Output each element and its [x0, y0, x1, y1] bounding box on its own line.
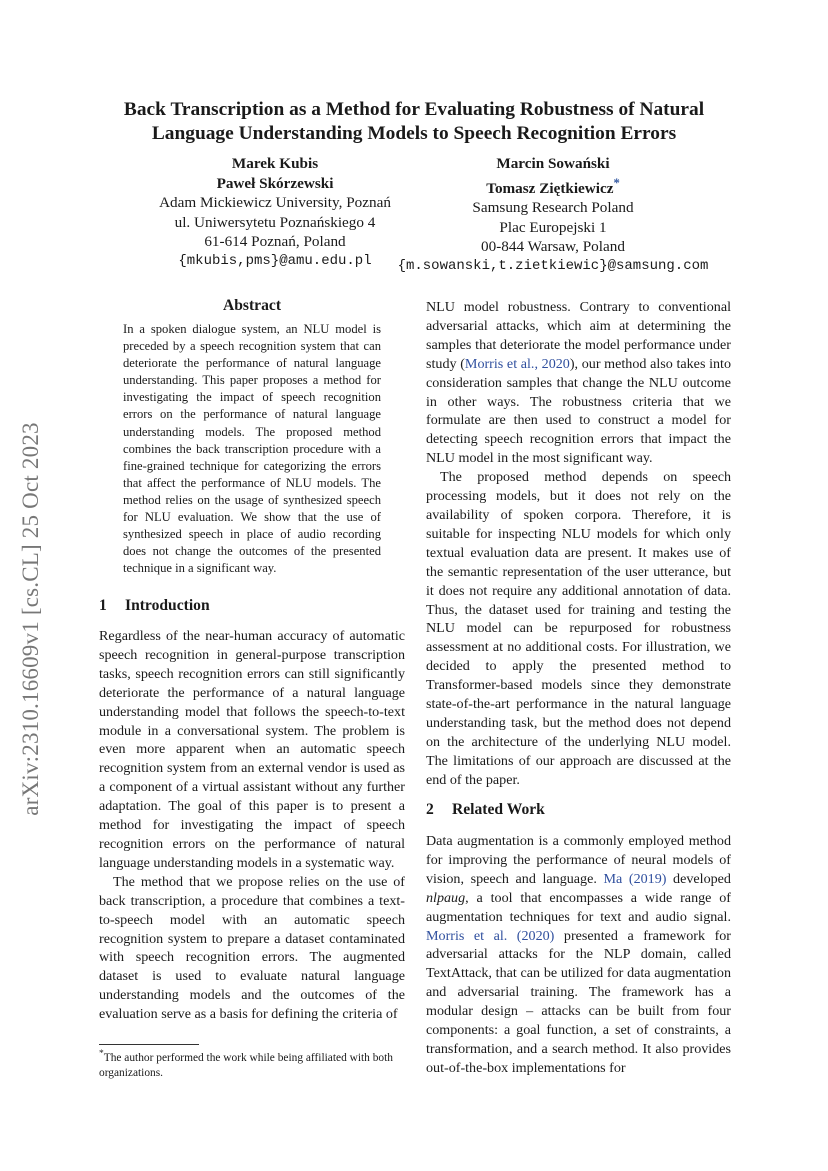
affiliation: Samsung Research Poland	[472, 199, 634, 217]
author-email: {mkubis,pms}@amu.edu.pl	[178, 252, 372, 269]
section-number: 1	[99, 597, 107, 614]
paragraph: NLU model robustness. Contrary to conventional adversarial attacks, which aim at determining the samples that deteriorate the model performance under study (Morris et al., 2020), our method also takes into consideration samples that change the NLU outcome in other ways. The robustness criteria that we formulate are then used to construct a model for detecting speech recognition errors that impact the NLU model in the most significant way.	[426, 299, 732, 467]
author-name-with-note	[388, 174, 718, 199]
author-block-right	[388, 154, 718, 277]
arxiv-identifier	[6, 364, 56, 874]
address-line: 00-844 Warsaw, Poland	[481, 238, 625, 256]
paragraph: The proposed method depends on speech processing models, but it does not rely on the availability of spoken corpora. Therefore, it is suitable for inspecting NLU models for which only textual evaluation data are present. It makes use of the semantic representation of the user utterance, but it does not require any additional annotation of data. Thus, the dataset used for training and testing the NLU model can be repurposed for robustness assessment at no additional costs. For illustration, we decided to apply the presented method to Transformer-based models since they demonstrate state-of-the-art performance in the natural language understanding task, but the method does not depend on the architecture of the underlying NLU model. The limitations of our approach are discussed at the end of the paper.	[426, 469, 731, 788]
section-heading-related-work	[426, 801, 545, 819]
author-name: Tomasz Ziętkiewicz	[486, 179, 614, 197]
footnote	[99, 1047, 405, 1082]
citation-link[interactable]: Morris et al. (2020)	[426, 927, 555, 944]
section-title: Related Work	[452, 801, 545, 818]
left-column-body	[99, 627, 405, 1024]
citation-link[interactable]: Ma (2019)	[603, 870, 667, 887]
author-email: {m.sowanski,t.zietkiewic}@samsung.com	[397, 258, 709, 275]
address-line: ul. Uniwersytetu Poznańskiego 4	[174, 213, 376, 231]
footnote-marker[interactable]: *	[613, 175, 620, 190]
right-column-body	[426, 298, 731, 790]
arxiv-identifier-text: arXiv:2310.16609v1 [cs.CL] 25 Oct 2023	[18, 422, 43, 816]
section-heading-introduction	[99, 597, 210, 615]
author-name: Paweł Skórzewski	[216, 174, 334, 192]
affiliation: Adam Mickiewicz University, Poznań	[159, 194, 391, 212]
footnote-divider	[99, 1044, 199, 1045]
paragraph: Regardless of the near-human accuracy of automatic speech recognition in general-purpose transcription tasks, speech recognition errors can still significantly deteriorate the performance of a natural language understanding model that follows the speech-to-text module in a conversational system. The problem is even more apparent when an automatic speech recognition system from an external vendor is used as a component of a virtual assistant without any further adaptation. The goal of this paper is to present a method for investigating the impact of speech recognition errors on the performance of natural language understanding models in a systematic way.	[99, 628, 405, 871]
paper-title: Back Transcription as a Method for Evaluating Robustness of Natural Language Understanding Models to Speech Recognition Errors	[123, 99, 705, 144]
abstract-text: In a spoken dialogue system, an NLU model is preceded by a speech recognition system that can deteriorate the performance of natural language understanding. This paper proposes a method for investigating the impact of speech recognition errors on the performance of natural language understanding models. The proposed method combines the back transcription procedure with a fine-grained technique for categorizing the errors that affect the performance of NLU models. The method relies on the usage of synthesized speech for NLU evaluation. We show that the use of synthesized speech in place of audio recording does not change the outcomes of the presented technique in a significant way.	[123, 322, 381, 576]
address-line: Plac Europejski 1	[499, 218, 607, 236]
section-title: Introduction	[125, 597, 210, 614]
paragraph: Data augmentation is a commonly employed method for improving the performance of neural models of vision, speech and language. Ma (2019) developed nlpaug, a tool that encompasses a wide range of augmentation techniques for text and audio signal. Morris et al. (2020) presented a framework for adversarial attacks for the NLP domain, called TextAttack, that can be utilized for data augmentation and adversarial training. The framework has a modular design – attacks can be built from four components: a goal function, a set of constraints, a transformation, and a search method. It also provides out-of-the-box implementations for	[426, 833, 731, 1076]
author-name: Marek Kubis	[231, 155, 319, 172]
tool-name: nlpaug	[426, 889, 466, 906]
citation-link[interactable]: Morris et al., 2020	[464, 355, 570, 372]
author-name: Marcin Sowański	[496, 155, 610, 172]
address-line: 61-614 Poznań, Poland	[204, 233, 346, 251]
related-work-body	[426, 832, 731, 1078]
footnote-marker: *	[99, 1049, 104, 1059]
section-number: 2	[426, 801, 434, 818]
paragraph: The method that we propose relies on the use of back transcription, a procedure that combines a text-to-speech model with an automatic speech recognition system to prepare a dataset contaminated with speech recognition errors. The augmented dataset is used to evaluate natural language understanding models and the outcomes of the evaluation serve as a basis for defining the criteria of	[99, 873, 405, 1023]
abstract-heading: Abstract	[222, 297, 282, 314]
footnote-text: The author performed the work while being affiliated with both organizations.	[99, 1051, 393, 1080]
